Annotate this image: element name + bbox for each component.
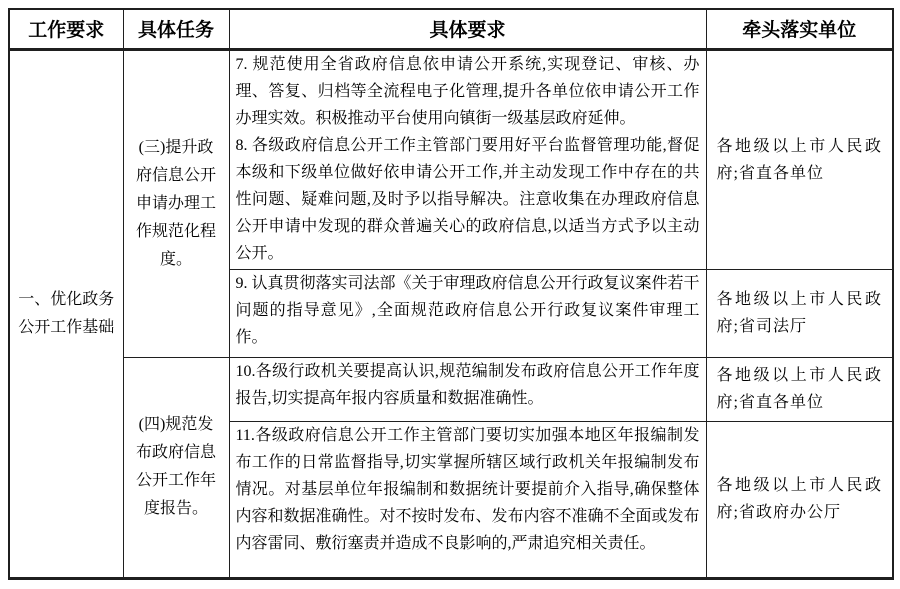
cell-lead-unit-row3: 各地级以上市人民政府;省直各单位 bbox=[706, 357, 893, 421]
requirement-item-9: 9. 认真贯彻落实司法部《关于审理政府信息公开行政复议案件若干问题的指导意见》,全面规范政府信息公开行政复议案件审理工作。 bbox=[235, 274, 700, 346]
requirement-item-11: 11.各级政府信息公开工作主管部门要切实加强本地区年报编制发布工作的日常监督指导,切实掌握所辖区域行政机关年报编制发布情况。对基层单位年报编制和数据统计要提前介入指导,确保整体内容和数据准确性。对不按时发布、发布内容不准确不全面或发布内容雷同、敷衍塞责并造成不良影响的,严肃追究相关责任。 bbox=[235, 426, 700, 552]
cell-work-requirement-1: 一、优化政务公开工作基础 bbox=[9, 49, 123, 578]
requirement-item-8: 8. 各级政府信息公开工作主管部门要用好平台监督管理功能,督促本级和下级单位做好依申请公开工作,并主动发现工作中存在的共性问题、疑难问题,及时予以指导解决。注意收集在办理政府信息公开申请中发现的群众普遍关心的政府信息,以适当方式予以主动公开。 bbox=[235, 136, 700, 262]
cell-requirements-7-8 bbox=[229, 49, 706, 269]
cell-lead-unit-row1: 各地级以上市人民政府;省直各单位 bbox=[706, 49, 893, 269]
cell-requirements-10 bbox=[229, 357, 706, 421]
requirement-item-7: 7. 规范使用全省政府信息依申请公开系统,实现登记、审核、办理、答复、归档等全流程电子化管理,提升各单位依申请公开工作办理实效。积极推动平台使用向镇街一级基层政府延伸。 bbox=[235, 55, 700, 127]
cell-lead-unit-row2: 各地级以上市人民政府;省司法厅 bbox=[706, 269, 893, 357]
col-header-specific-requirement: 具体要求 bbox=[229, 9, 706, 49]
table-row bbox=[9, 357, 893, 421]
cell-requirements-9 bbox=[229, 269, 706, 357]
requirement-item-10: 10.各级行政机关要提高认识,规范编制发布政府信息公开工作年度报告,切实提高年报内容质量和数据准确性。 bbox=[235, 362, 700, 407]
work-requirements-table bbox=[8, 8, 894, 580]
cell-requirements-11 bbox=[229, 421, 706, 578]
col-header-lead-unit: 牵头落实单位 bbox=[706, 9, 893, 49]
table-row bbox=[9, 49, 893, 269]
table-body bbox=[9, 49, 893, 578]
cell-lead-unit-row4: 各地级以上市人民政府;省政府办公厅 bbox=[706, 421, 893, 578]
header-row bbox=[9, 9, 893, 49]
cell-task-3: (三)提升政府信息公开申请办理工作规范化程度。 bbox=[123, 49, 229, 357]
col-header-work-requirement: 工作要求 bbox=[9, 9, 123, 49]
cell-task-4: (四)规范发布政府信息公开工作年度报告。 bbox=[123, 357, 229, 578]
col-header-specific-task: 具体任务 bbox=[123, 9, 229, 49]
table-header bbox=[9, 9, 893, 49]
